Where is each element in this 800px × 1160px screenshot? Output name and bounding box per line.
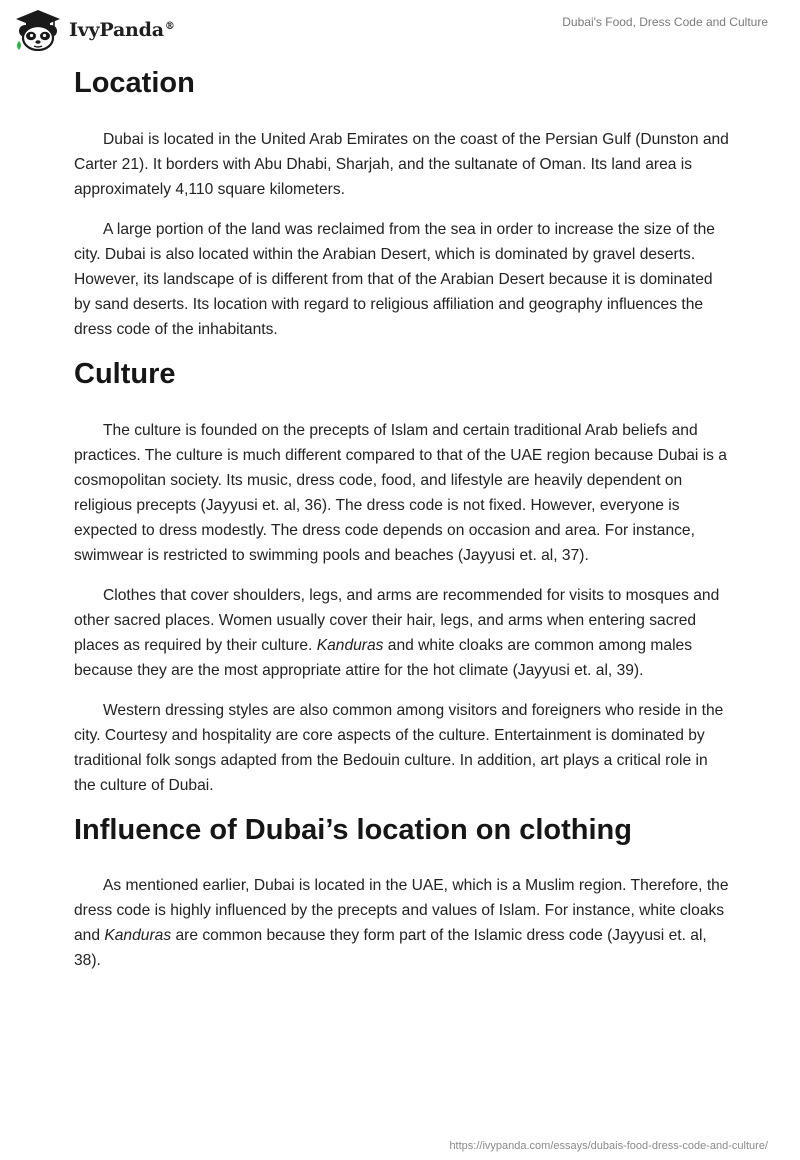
section-heading: Culture (74, 357, 176, 390)
section-location (74, 66, 730, 342)
ivypanda-logo[interactable] (14, 9, 175, 51)
section-culture (74, 357, 730, 798)
paragraph: Clothes that cover shoulders, legs, and arms are recommended for visits to mosques and other sacred places. Women usually cover their hair, legs, and arms when entering sacred places as required by their culture. Kanduras and white cloaks are common among males because they are the most appropriate attire for the hot climate (Jayyusi et. al, 39). (74, 586, 720, 679)
source-url[interactable]: https://ivypanda.com/essays/dubais-food-dress-code-and-culture/ (449, 1140, 768, 1152)
page-header (0, 0, 800, 60)
paragraph: Dubai is located in the United Arab Emirates on the coast of the Persian Gulf (Dunston and Carter 21). It borders with Abu Dhabi, Sharjah, and the sultanate of Oman. Its land area is approximately 4,110 square kilometers. (74, 130, 729, 198)
paragraph: The culture is founded on the precepts of Islam and certain traditional Arab beliefs and practices. The culture is much different compared to that of the UAE region because Dubai is a cosmopolitan society. Its music, dress code, food, and lifestyle are heavily dependent on religious precepts (Jayyusi et. al, 36). The dress code is not fixed. However, everyone is expected to dress modestly. The dress code depends on occasion and area. For instance, swimwear is restricted to swimming pools and beaches (Jayyusi et. al, 37). (74, 421, 727, 564)
section-influence-on-clothing (74, 813, 730, 974)
panda-graduate-icon (14, 9, 62, 51)
section-heading: Influence of Dubai’s location on clothing (74, 813, 632, 846)
brand-name: IvyPanda® (69, 19, 175, 41)
paragraph: As mentioned earlier, Dubai is located in the UAE, which is a Muslim region. Therefore, the dress code is highly influenced by the precepts and values of Islam. For instance, white cloaks and Kanduras are common because they form part of the Islamic dress code (Jayyusi et. al, 38). (74, 877, 729, 970)
paragraph: Western dressing styles are also common among visitors and foreigners who reside in the city. Courtesy and hospitality are core aspects of the culture. Entertainment is dominated by traditional folk songs adapted from the Bedouin culture. In addition, art plays a critical role in the culture of Dubai. (74, 701, 724, 794)
paragraph: A large portion of the land was reclaimed from the sea in order to increase the size of the city. Dubai is also located within the Arabian Desert, which is dominated by gravel deserts. However, its landscape of is different from that of the Arabian Desert because it is dominated by sand deserts. Its location with regard to religious affiliation and geography influences the dress code of the inhabitants. (74, 220, 715, 338)
section-heading: Location (74, 67, 195, 99)
essay-body (74, 66, 730, 988)
document-title: Dubai's Food, Dress Code and Culture (562, 15, 768, 29)
